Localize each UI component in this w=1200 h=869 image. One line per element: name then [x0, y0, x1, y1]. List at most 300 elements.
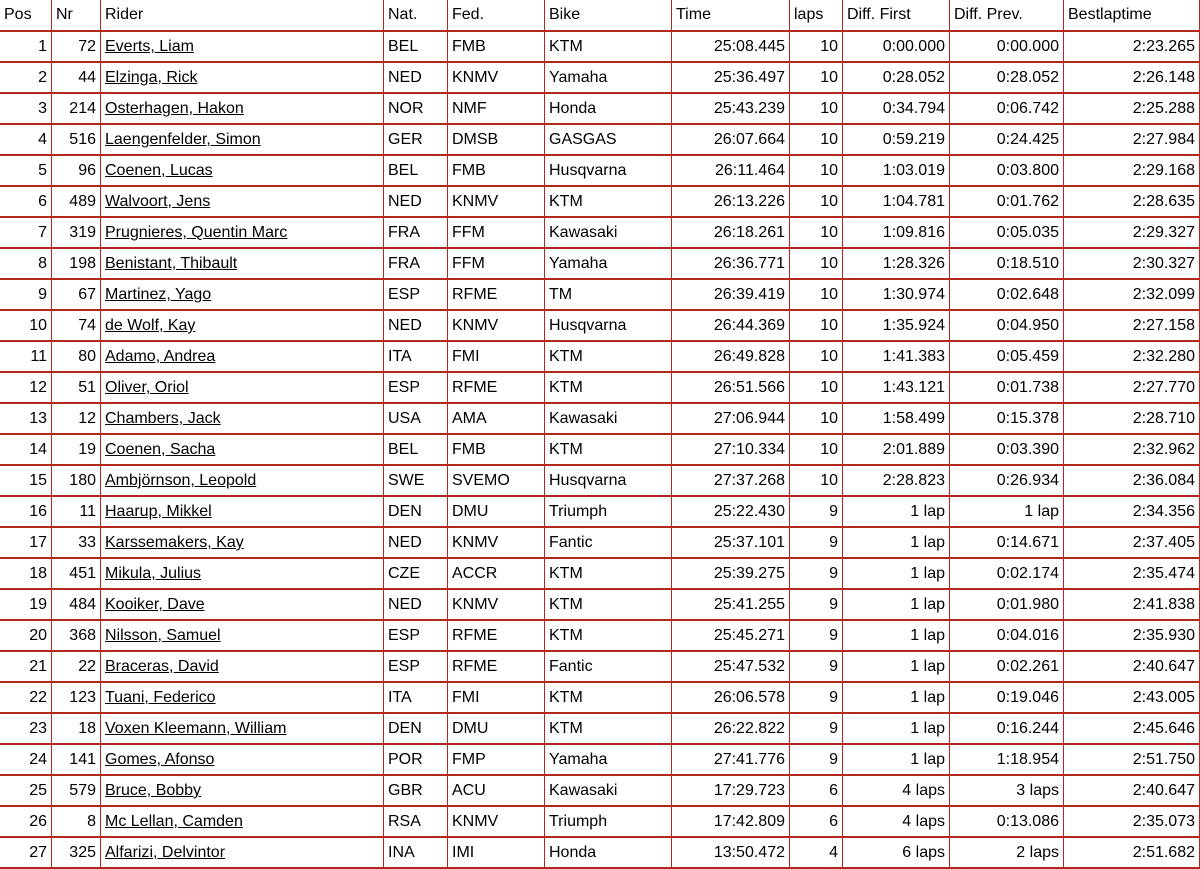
- table-row: [0, 311, 1200, 342]
- cell-bike: KTM: [545, 32, 672, 63]
- cell-nr: 22: [52, 652, 101, 683]
- cell-rider: [101, 497, 384, 528]
- cell-time: 26:06.578: [672, 683, 790, 714]
- cell-rider: [101, 218, 384, 249]
- cell-bestlaptime: 2:32.099: [1064, 280, 1200, 311]
- cell-laps: 9: [790, 683, 843, 714]
- cell-time: 25:41.255: [672, 590, 790, 621]
- cell-diff-first: 4 laps: [843, 807, 950, 838]
- rider-link[interactable]: Karssemakers, Kay: [105, 534, 244, 551]
- table-row: [0, 373, 1200, 404]
- cell-pos: 13: [0, 404, 52, 435]
- cell-nat: ESP: [384, 373, 448, 404]
- cell-pos: 16: [0, 497, 52, 528]
- rider-link[interactable]: Ambjörnson, Leopold: [105, 472, 257, 489]
- cell-nat: NED: [384, 590, 448, 621]
- cell-bike: Kawasaki: [545, 776, 672, 807]
- cell-bike: GASGAS: [545, 125, 672, 156]
- cell-bestlaptime: 2:37.405: [1064, 528, 1200, 559]
- cell-laps: 10: [790, 435, 843, 466]
- cell-diff-prev: 0:28.052: [950, 63, 1064, 94]
- rider-link[interactable]: Braceras, David: [105, 658, 219, 675]
- cell-bike: KTM: [545, 714, 672, 745]
- cell-nat: DEN: [384, 714, 448, 745]
- cell-bestlaptime: 2:25.288: [1064, 94, 1200, 125]
- table-row: [0, 652, 1200, 683]
- cell-nr: 11: [52, 497, 101, 528]
- rider-link[interactable]: Osterhagen, Hakon: [105, 100, 244, 117]
- cell-laps: 10: [790, 466, 843, 497]
- table-row: [0, 125, 1200, 156]
- cell-time: 26:07.664: [672, 125, 790, 156]
- cell-fed: DMSB: [448, 125, 545, 156]
- table-row: [0, 187, 1200, 218]
- cell-fed: RFME: [448, 373, 545, 404]
- cell-bestlaptime: 2:27.770: [1064, 373, 1200, 404]
- cell-nr: 319: [52, 218, 101, 249]
- cell-pos: 24: [0, 745, 52, 776]
- cell-nr: 484: [52, 590, 101, 621]
- cell-bike: KTM: [545, 683, 672, 714]
- cell-bike: KTM: [545, 435, 672, 466]
- rider-link[interactable]: Tuani, Federico: [105, 689, 216, 706]
- cell-pos: 2: [0, 63, 52, 94]
- cell-bike: KTM: [545, 373, 672, 404]
- cell-diff-prev: 0:01.762: [950, 187, 1064, 218]
- rider-link[interactable]: Gomes, Afonso: [105, 751, 215, 768]
- cell-time: 27:37.268: [672, 466, 790, 497]
- cell-diff-first: 1:43.121: [843, 373, 950, 404]
- cell-pos: 10: [0, 311, 52, 342]
- cell-laps: 9: [790, 559, 843, 590]
- cell-bestlaptime: 2:36.084: [1064, 466, 1200, 497]
- cell-time: 17:42.809: [672, 807, 790, 838]
- cell-time: 26:13.226: [672, 187, 790, 218]
- table-row: [0, 590, 1200, 621]
- rider-link[interactable]: Oliver, Oriol: [105, 379, 189, 396]
- table-row: [0, 807, 1200, 838]
- cell-laps: 10: [790, 373, 843, 404]
- cell-nat: BEL: [384, 32, 448, 63]
- cell-diff-first: 1 lap: [843, 590, 950, 621]
- cell-diff-prev: 0:02.261: [950, 652, 1064, 683]
- cell-bestlaptime: 2:35.930: [1064, 621, 1200, 652]
- cell-fed: DMU: [448, 714, 545, 745]
- cell-time: 17:29.723: [672, 776, 790, 807]
- cell-laps: 9: [790, 652, 843, 683]
- cell-diff-first: 1 lap: [843, 652, 950, 683]
- cell-nat: FRA: [384, 218, 448, 249]
- cell-bike: Yamaha: [545, 745, 672, 776]
- cell-bike: Yamaha: [545, 63, 672, 94]
- cell-pos: 23: [0, 714, 52, 745]
- cell-time: 27:41.776: [672, 745, 790, 776]
- cell-bike: Honda: [545, 94, 672, 125]
- table-row: [0, 683, 1200, 714]
- cell-diff-prev: 0:01.980: [950, 590, 1064, 621]
- table-row: [0, 559, 1200, 590]
- cell-nr: 33: [52, 528, 101, 559]
- cell-nat: ESP: [384, 280, 448, 311]
- cell-laps: 4: [790, 838, 843, 869]
- cell-bestlaptime: 2:51.750: [1064, 745, 1200, 776]
- cell-pos: 17: [0, 528, 52, 559]
- cell-nat: POR: [384, 745, 448, 776]
- cell-fed: KNMV: [448, 187, 545, 218]
- cell-nr: 141: [52, 745, 101, 776]
- cell-fed: FFM: [448, 249, 545, 280]
- cell-nr: 96: [52, 156, 101, 187]
- cell-bestlaptime: 2:23.265: [1064, 32, 1200, 63]
- cell-fed: IMI: [448, 838, 545, 869]
- table-row: [0, 63, 1200, 94]
- rider-link[interactable]: Alfarizi, Delvintor: [105, 844, 226, 861]
- table-row: [0, 156, 1200, 187]
- cell-time: 26:18.261: [672, 218, 790, 249]
- cell-bike: Kawasaki: [545, 218, 672, 249]
- cell-nat: NOR: [384, 94, 448, 125]
- cell-nat: NED: [384, 528, 448, 559]
- cell-laps: 10: [790, 249, 843, 280]
- cell-bestlaptime: 2:32.962: [1064, 435, 1200, 466]
- cell-diff-prev: 0:05.459: [950, 342, 1064, 373]
- cell-rider: [101, 125, 384, 156]
- cell-bike: Triumph: [545, 497, 672, 528]
- cell-diff-prev: 1 lap: [950, 497, 1064, 528]
- cell-diff-prev: 0:06.742: [950, 94, 1064, 125]
- cell-nr: 325: [52, 838, 101, 869]
- rider-link[interactable]: Coenen, Lucas: [105, 162, 213, 179]
- cell-laps: 10: [790, 218, 843, 249]
- cell-nat: BEL: [384, 435, 448, 466]
- cell-pos: 9: [0, 280, 52, 311]
- cell-time: 26:22.822: [672, 714, 790, 745]
- cell-diff-first: 1:30.974: [843, 280, 950, 311]
- header-laps: laps: [790, 0, 843, 32]
- cell-bestlaptime: 2:41.838: [1064, 590, 1200, 621]
- cell-bike: TM: [545, 280, 672, 311]
- cell-laps: 6: [790, 807, 843, 838]
- table-row: [0, 404, 1200, 435]
- cell-bestlaptime: 2:27.158: [1064, 311, 1200, 342]
- cell-time: 25:39.275: [672, 559, 790, 590]
- rider-link[interactable]: Mc Lellan, Camden: [105, 813, 243, 830]
- cell-time: 26:11.464: [672, 156, 790, 187]
- cell-nr: 19: [52, 435, 101, 466]
- cell-pos: 6: [0, 187, 52, 218]
- cell-pos: 5: [0, 156, 52, 187]
- cell-bestlaptime: 2:43.005: [1064, 683, 1200, 714]
- cell-bike: Kawasaki: [545, 404, 672, 435]
- cell-rider: [101, 404, 384, 435]
- cell-bike: KTM: [545, 559, 672, 590]
- cell-bestlaptime: 2:29.327: [1064, 218, 1200, 249]
- header-fed: Fed.: [448, 0, 545, 32]
- cell-diff-first: 2:28.823: [843, 466, 950, 497]
- cell-rider: [101, 683, 384, 714]
- rider-link[interactable]: Kooiker, Dave: [105, 596, 205, 613]
- cell-bike: KTM: [545, 590, 672, 621]
- cell-rider: [101, 280, 384, 311]
- cell-time: 25:47.532: [672, 652, 790, 683]
- cell-bike: KTM: [545, 342, 672, 373]
- cell-bestlaptime: 2:35.073: [1064, 807, 1200, 838]
- cell-fed: KNMV: [448, 63, 545, 94]
- cell-diff-first: 0:34.794: [843, 94, 950, 125]
- cell-nat: GBR: [384, 776, 448, 807]
- cell-bestlaptime: 2:45.646: [1064, 714, 1200, 745]
- cell-fed: FMP: [448, 745, 545, 776]
- cell-diff-first: 4 laps: [843, 776, 950, 807]
- cell-nat: NED: [384, 311, 448, 342]
- cell-diff-prev: 0:04.016: [950, 621, 1064, 652]
- cell-bike: Fantic: [545, 652, 672, 683]
- cell-fed: FMI: [448, 342, 545, 373]
- cell-time: 26:39.419: [672, 280, 790, 311]
- cell-rider: [101, 838, 384, 869]
- cell-rider: [101, 187, 384, 218]
- cell-rider: [101, 342, 384, 373]
- cell-nr: 8: [52, 807, 101, 838]
- cell-diff-prev: 0:02.174: [950, 559, 1064, 590]
- rider-link[interactable]: Mikula, Julius: [105, 565, 202, 582]
- cell-laps: 9: [790, 621, 843, 652]
- cell-pos: 19: [0, 590, 52, 621]
- rider-link[interactable]: Chambers, Jack: [105, 410, 221, 427]
- table-row: [0, 497, 1200, 528]
- cell-diff-prev: 0:24.425: [950, 125, 1064, 156]
- header-nr: Nr: [52, 0, 101, 32]
- rider-link[interactable]: de Wolf, Kay: [105, 317, 196, 334]
- cell-diff-prev: 0:02.648: [950, 280, 1064, 311]
- cell-laps: 9: [790, 528, 843, 559]
- cell-diff-prev: 0:14.671: [950, 528, 1064, 559]
- rider-link[interactable]: Bruce, Bobby: [105, 782, 202, 799]
- cell-laps: 10: [790, 187, 843, 218]
- cell-laps: 10: [790, 125, 843, 156]
- cell-nat: ITA: [384, 342, 448, 373]
- cell-pos: 7: [0, 218, 52, 249]
- cell-diff-prev: 0:16.244: [950, 714, 1064, 745]
- cell-bestlaptime: 2:27.984: [1064, 125, 1200, 156]
- cell-nr: 51: [52, 373, 101, 404]
- table-row: [0, 776, 1200, 807]
- cell-fed: FFM: [448, 218, 545, 249]
- rider-link[interactable]: Voxen Kleemann, William: [105, 720, 287, 737]
- rider-link[interactable]: Benistant, Thibault: [105, 255, 238, 272]
- cell-fed: RFME: [448, 280, 545, 311]
- cell-nr: 214: [52, 94, 101, 125]
- cell-rider: [101, 32, 384, 63]
- cell-bestlaptime: 2:28.710: [1064, 404, 1200, 435]
- cell-bike: Honda: [545, 838, 672, 869]
- cell-nat: CZE: [384, 559, 448, 590]
- cell-laps: 10: [790, 280, 843, 311]
- cell-time: 25:43.239: [672, 94, 790, 125]
- cell-diff-first: 1 lap: [843, 683, 950, 714]
- rider-link[interactable]: Haarup, Mikkel: [105, 503, 212, 520]
- cell-nr: 489: [52, 187, 101, 218]
- cell-diff-prev: 0:15.378: [950, 404, 1064, 435]
- cell-laps: 9: [790, 745, 843, 776]
- cell-diff-prev: 3 laps: [950, 776, 1064, 807]
- cell-nat: USA: [384, 404, 448, 435]
- rider-link[interactable]: Adamo, Andrea: [105, 348, 216, 365]
- rider-link[interactable]: Coenen, Sacha: [105, 441, 216, 458]
- cell-pos: 20: [0, 621, 52, 652]
- cell-bestlaptime: 2:30.327: [1064, 249, 1200, 280]
- cell-diff-prev: 0:01.738: [950, 373, 1064, 404]
- header-diff-prev: Diff. Prev.: [950, 0, 1064, 32]
- cell-time: 26:51.566: [672, 373, 790, 404]
- cell-pos: 4: [0, 125, 52, 156]
- cell-time: 26:44.369: [672, 311, 790, 342]
- cell-rider: [101, 621, 384, 652]
- cell-pos: 25: [0, 776, 52, 807]
- cell-time: 27:06.944: [672, 404, 790, 435]
- cell-nat: RSA: [384, 807, 448, 838]
- cell-nat: SWE: [384, 466, 448, 497]
- cell-time: 27:10.334: [672, 435, 790, 466]
- cell-rider: [101, 807, 384, 838]
- rider-link[interactable]: Elzinga, Rick: [105, 69, 198, 86]
- table-row: [0, 745, 1200, 776]
- rider-link[interactable]: Nilsson, Samuel: [105, 627, 221, 644]
- cell-diff-prev: 0:04.950: [950, 311, 1064, 342]
- cell-nr: 579: [52, 776, 101, 807]
- cell-rider: [101, 745, 384, 776]
- table-row: [0, 435, 1200, 466]
- cell-rider: [101, 373, 384, 404]
- cell-bike: Husqvarna: [545, 156, 672, 187]
- table-row: [0, 218, 1200, 249]
- cell-nr: 80: [52, 342, 101, 373]
- header-rider: Rider: [101, 0, 384, 32]
- cell-fed: KNMV: [448, 590, 545, 621]
- cell-laps: 10: [790, 311, 843, 342]
- rider-link[interactable]: Martinez, Yago: [105, 286, 212, 303]
- cell-diff-prev: 0:13.086: [950, 807, 1064, 838]
- cell-rider: [101, 63, 384, 94]
- cell-bike: Husqvarna: [545, 466, 672, 497]
- cell-nr: 18: [52, 714, 101, 745]
- table-row: [0, 249, 1200, 280]
- cell-nr: 12: [52, 404, 101, 435]
- cell-diff-first: 1:09.816: [843, 218, 950, 249]
- cell-diff-prev: 1:18.954: [950, 745, 1064, 776]
- cell-fed: DMU: [448, 497, 545, 528]
- cell-pos: 27: [0, 838, 52, 869]
- cell-nat: BEL: [384, 156, 448, 187]
- rider-link[interactable]: Laengenfelder, Simon: [105, 131, 261, 148]
- cell-diff-first: 6 laps: [843, 838, 950, 869]
- cell-diff-prev: 0:00.000: [950, 32, 1064, 63]
- cell-diff-first: 0:00.000: [843, 32, 950, 63]
- cell-diff-first: 1:41.383: [843, 342, 950, 373]
- table-row: [0, 342, 1200, 373]
- rider-link[interactable]: Prugnieres, Quentin Marc: [105, 224, 288, 241]
- cell-time: 25:22.430: [672, 497, 790, 528]
- cell-time: 25:37.101: [672, 528, 790, 559]
- cell-laps: 9: [790, 497, 843, 528]
- table-row: [0, 838, 1200, 869]
- cell-diff-prev: 0:03.800: [950, 156, 1064, 187]
- cell-diff-first: 0:59.219: [843, 125, 950, 156]
- cell-bestlaptime: 2:51.682: [1064, 838, 1200, 869]
- cell-time: 25:08.445: [672, 32, 790, 63]
- cell-bestlaptime: 2:29.168: [1064, 156, 1200, 187]
- cell-fed: KNMV: [448, 528, 545, 559]
- cell-bestlaptime: 2:32.280: [1064, 342, 1200, 373]
- cell-bestlaptime: 2:28.635: [1064, 187, 1200, 218]
- cell-diff-prev: 0:03.390: [950, 435, 1064, 466]
- cell-time: 26:49.828: [672, 342, 790, 373]
- cell-diff-prev: 2 laps: [950, 838, 1064, 869]
- cell-fed: AMA: [448, 404, 545, 435]
- cell-fed: NMF: [448, 94, 545, 125]
- cell-bestlaptime: 2:26.148: [1064, 63, 1200, 94]
- cell-laps: 10: [790, 404, 843, 435]
- cell-pos: 15: [0, 466, 52, 497]
- rider-link[interactable]: Everts, Liam: [105, 38, 194, 55]
- cell-nr: 198: [52, 249, 101, 280]
- cell-laps: 10: [790, 32, 843, 63]
- header-time: Time: [672, 0, 790, 32]
- cell-bestlaptime: 2:34.356: [1064, 497, 1200, 528]
- table-body: [0, 32, 1200, 869]
- table-header: [0, 0, 1200, 32]
- cell-rider: [101, 435, 384, 466]
- cell-laps: 10: [790, 156, 843, 187]
- cell-rider: [101, 559, 384, 590]
- cell-rider: [101, 528, 384, 559]
- cell-diff-prev: 0:18.510: [950, 249, 1064, 280]
- cell-pos: 14: [0, 435, 52, 466]
- cell-fed: KNMV: [448, 311, 545, 342]
- cell-rider: [101, 652, 384, 683]
- cell-rider: [101, 466, 384, 497]
- cell-diff-first: 1 lap: [843, 528, 950, 559]
- cell-laps: 10: [790, 63, 843, 94]
- cell-nat: DEN: [384, 497, 448, 528]
- table-row: [0, 32, 1200, 63]
- cell-pos: 18: [0, 559, 52, 590]
- header-diff-first: Diff. First: [843, 0, 950, 32]
- cell-fed: KNMV: [448, 807, 545, 838]
- cell-pos: 21: [0, 652, 52, 683]
- cell-fed: ACU: [448, 776, 545, 807]
- cell-pos: 26: [0, 807, 52, 838]
- cell-pos: 1: [0, 32, 52, 63]
- cell-nat: ESP: [384, 621, 448, 652]
- cell-diff-first: 1 lap: [843, 497, 950, 528]
- cell-fed: SVEMO: [448, 466, 545, 497]
- cell-diff-first: 1 lap: [843, 714, 950, 745]
- cell-diff-first: 1:28.326: [843, 249, 950, 280]
- table-row: [0, 466, 1200, 497]
- rider-link[interactable]: Walvoort, Jens: [105, 193, 211, 210]
- cell-nr: 74: [52, 311, 101, 342]
- cell-nat: NED: [384, 63, 448, 94]
- cell-pos: 3: [0, 94, 52, 125]
- cell-bike: Yamaha: [545, 249, 672, 280]
- cell-nat: NED: [384, 187, 448, 218]
- header-row: [0, 0, 1200, 32]
- cell-diff-prev: 0:19.046: [950, 683, 1064, 714]
- cell-nr: 180: [52, 466, 101, 497]
- cell-pos: 8: [0, 249, 52, 280]
- cell-fed: RFME: [448, 652, 545, 683]
